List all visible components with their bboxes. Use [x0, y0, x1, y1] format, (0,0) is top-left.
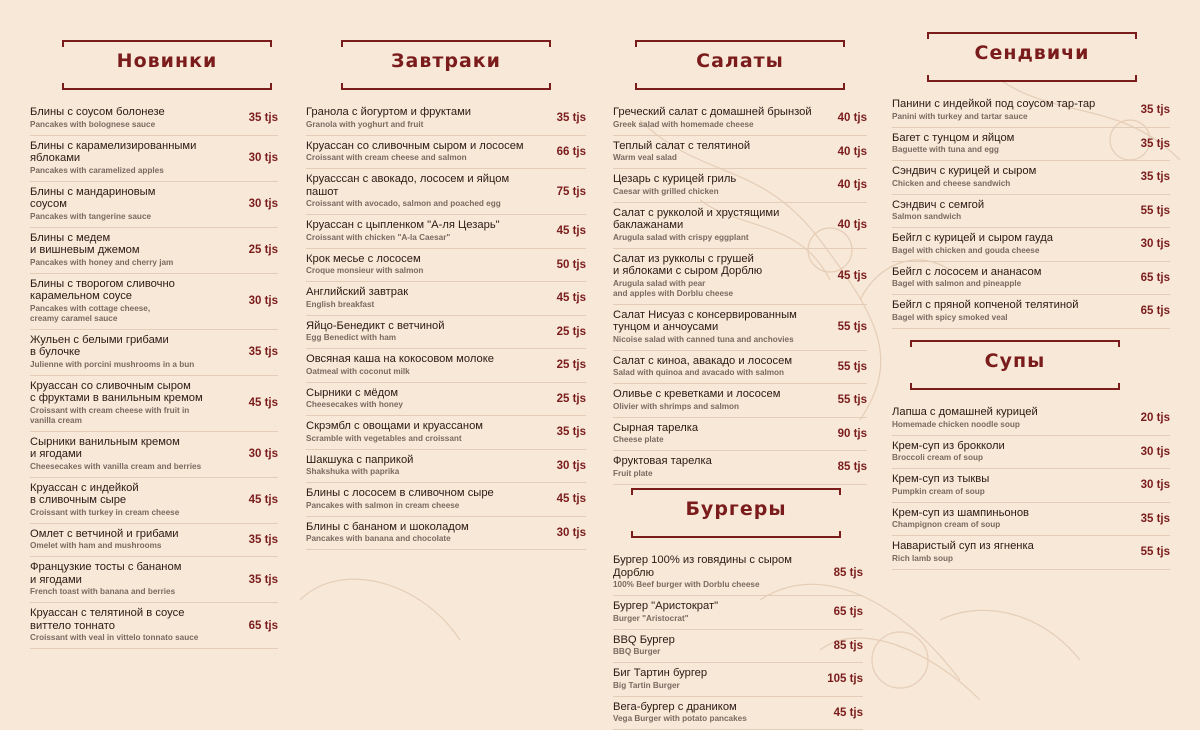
item-name-ru: Яйцо-Бенедикт с ветчиной: [306, 320, 534, 333]
item-name-ru: Салат с киноа, авакадо и лососем: [613, 355, 815, 368]
item-name-en: BBQ Burger: [613, 647, 811, 657]
item-name-ru: Крем-суп из шампиньонов: [892, 507, 1118, 520]
item-name-en: French toast with banana and berries: [30, 587, 226, 597]
item-name-en: Cheesecakes with honey: [306, 400, 534, 410]
item-name-ru: Круасссан с авокадо, лососем и яйцом пашот: [306, 173, 534, 198]
item-name-en: Warm veal salad: [613, 153, 815, 163]
menu-list: [613, 102, 867, 485]
section-salaty: [613, 40, 867, 485]
item-price: 55 tjs: [838, 321, 867, 333]
item-price: 25 tjs: [557, 326, 586, 338]
menu-list: [613, 550, 863, 730]
item-name-en: Bagel with chicken and gouda cheese: [892, 246, 1118, 256]
item-price: 65 tjs: [249, 620, 278, 632]
menu-item: [306, 316, 586, 350]
item-price: 35 tjs: [249, 574, 278, 586]
item-name-ru: Круассан со сливочным сыром с фруктами в ванильным кремом: [30, 380, 226, 405]
menu-item: [892, 536, 1170, 570]
item-name-en: Champignon cream of soup: [892, 520, 1118, 530]
item-name-en: Croissant with veal in vittelo tonnato sauce: [30, 633, 226, 643]
item-name-en: Croissant with cream cheese and salmon: [306, 153, 534, 163]
section-title: Новинки: [62, 50, 272, 72]
menu-item: [613, 418, 867, 452]
menu-item: [306, 136, 586, 170]
item-name-ru: Салат Нисуаз с консервированным тунцом и анчоусами: [613, 309, 815, 334]
menu-item: [306, 416, 586, 450]
section-supy: [892, 340, 1170, 570]
item-name-ru: Французкие тосты с бананом и ягодами: [30, 561, 226, 586]
item-name-en: Pancakes with caramelized apples: [30, 166, 226, 176]
item-name-ru: Салат из рукколы с грушей и яблоками с сыром Дорблю: [613, 253, 815, 278]
menu-item: [892, 436, 1170, 470]
item-name-en: Bagel with spicy smoked veal: [892, 313, 1118, 323]
item-name-en: Julienne with porcini mushrooms in a bun: [30, 360, 226, 370]
menu-item: [613, 697, 863, 730]
item-name-ru: Круассан с цыпленком "А-ля Цезарь": [306, 219, 534, 232]
item-price: 35 tjs: [1141, 104, 1170, 116]
item-price: 30 tjs: [249, 198, 278, 210]
menu-item: [613, 102, 867, 136]
item-price: 35 tjs: [1141, 513, 1170, 525]
item-name-ru: Бейгл с курицей и сыром гауда: [892, 232, 1118, 245]
item-name-en: Pumpkin cream of soup: [892, 487, 1118, 497]
item-price: 45 tjs: [838, 270, 867, 282]
item-name-ru: Фруктовая тарелка: [613, 455, 815, 468]
item-name-ru: Блины с лососем в сливочном сыре: [306, 487, 534, 500]
item-price: 35 tjs: [249, 346, 278, 358]
item-name-ru: Бургер "Аристократ": [613, 600, 811, 613]
menu-item: [892, 128, 1170, 162]
menu-item: [306, 102, 586, 136]
item-name-ru: Шакшука с паприкой: [306, 454, 534, 467]
section-title: Завтраки: [341, 50, 551, 72]
item-name-en: Pancakes with salmon in cream cheese: [306, 501, 534, 511]
item-name-en: Arugula salad with crispy eggplant: [613, 233, 815, 243]
menu-item: [613, 305, 867, 351]
menu-item: [306, 282, 586, 316]
section-title: Супы: [910, 350, 1120, 372]
menu-item: [613, 136, 867, 170]
item-name-en: Pancakes with bolognese sauce: [30, 120, 226, 130]
menu-item: [892, 469, 1170, 503]
item-name-ru: Вега-бургер с драником: [613, 701, 811, 714]
item-price: 30 tjs: [557, 527, 586, 539]
item-name-ru: Бейгл с пряной копченой телятиной: [892, 299, 1118, 312]
item-name-ru: Крем-суп из тыквы: [892, 473, 1118, 486]
item-name-ru: Цезарь с курицей гриль: [613, 173, 815, 186]
menu-item: [306, 349, 586, 383]
menu-item: [613, 663, 863, 697]
menu-item: [30, 603, 278, 649]
item-name-ru: Блины с соусом болонезе: [30, 106, 226, 119]
item-name-en: Salmon sandwich: [892, 212, 1118, 222]
item-name-en: Greek salad with homemade cheese: [613, 120, 815, 130]
item-price: 25 tjs: [249, 244, 278, 256]
item-price: 35 tjs: [557, 112, 586, 124]
item-price: 50 tjs: [557, 259, 586, 271]
menu-item: [892, 262, 1170, 296]
item-name-ru: Наваристый суп из ягненка: [892, 540, 1118, 553]
item-price: 25 tjs: [557, 393, 586, 405]
menu-item: [892, 94, 1170, 128]
item-name-ru: Греческий салат с домашней брынзой: [613, 106, 815, 119]
item-price: 45 tjs: [834, 707, 863, 719]
item-name-ru: Блины с карамелизированными яблоками: [30, 140, 226, 165]
item-price: 35 tjs: [557, 426, 586, 438]
item-price: 66 tjs: [557, 146, 586, 158]
item-price: 55 tjs: [1141, 205, 1170, 217]
item-price: 40 tjs: [838, 146, 867, 158]
menu-item: [306, 383, 586, 417]
menu-item: [30, 102, 278, 136]
item-name-en: Fruit plate: [613, 469, 815, 479]
menu-item: [892, 402, 1170, 436]
item-name-en: Omelet with ham and mushrooms: [30, 541, 226, 551]
item-price: 85 tjs: [834, 567, 863, 579]
item-name-ru: Блины с творогом сливочно карамельном соусе: [30, 278, 226, 303]
menu-list: [892, 402, 1170, 570]
menu-item: [613, 550, 863, 596]
item-name-ru: Гранола с йогуртом и фруктами: [306, 106, 534, 119]
item-name-en: Olivier with shrimps and salmon: [613, 402, 815, 412]
item-price: 45 tjs: [557, 292, 586, 304]
item-name-ru: Сэндвич с курицей и сыром: [892, 165, 1118, 178]
item-price: 30 tjs: [249, 295, 278, 307]
item-price: 25 tjs: [557, 359, 586, 371]
item-name-ru: Бейгл с лососем и ананасом: [892, 266, 1118, 279]
item-price: 85 tjs: [838, 461, 867, 473]
item-price: 30 tjs: [1141, 446, 1170, 458]
item-name-ru: Сэндвич с семгой: [892, 199, 1118, 212]
menu-item: [306, 249, 586, 283]
item-price: 35 tjs: [1141, 138, 1170, 150]
menu-item: [892, 228, 1170, 262]
menu-list: [30, 102, 278, 649]
item-name-ru: Круассан с телятиной в соусе виттело тоннато: [30, 607, 226, 632]
item-name-en: Croissant with chicken "A-la Caesar": [306, 233, 534, 243]
item-price: 35 tjs: [249, 112, 278, 124]
item-name-ru: Скрэмбл с овощами и круассаном: [306, 420, 534, 433]
menu-item: [613, 384, 867, 418]
item-price: 90 tjs: [838, 428, 867, 440]
item-name-en: Croque monsieur with salmon: [306, 266, 534, 276]
item-name-ru: Сырники с мёдом: [306, 387, 534, 400]
item-name-en: Croissant with cream cheese with fruit in vanilla cream: [30, 406, 226, 426]
section-header: [631, 488, 841, 538]
item-name-en: Croissant with turkey in cream cheese: [30, 508, 226, 518]
item-name-en: Egg Benedict with ham: [306, 333, 534, 343]
item-name-en: Rich lamb soup: [892, 554, 1118, 564]
item-name-en: Baguette with tuna and egg: [892, 145, 1118, 155]
item-name-ru: Блины с медем и вишневым джемом: [30, 232, 226, 257]
item-price: 35 tjs: [1141, 171, 1170, 183]
item-name-ru: Английский завтрак: [306, 286, 534, 299]
item-name-ru: Жульен с белыми грибами в булочке: [30, 334, 226, 359]
section-title: Сендвичи: [927, 42, 1137, 64]
item-name-ru: Оливье с креветками и лососем: [613, 388, 815, 401]
item-name-ru: BBQ Бургер: [613, 634, 811, 647]
section-header: [635, 40, 845, 90]
section-title: Бургеры: [631, 498, 841, 520]
item-name-ru: Панини с индейкой под соусом тар-тар: [892, 98, 1118, 111]
item-name-en: Vega Burger with potato pancakes: [613, 714, 811, 724]
menu-item: [892, 195, 1170, 229]
menu-item: [306, 450, 586, 484]
item-name-en: Oatmeal with coconut milk: [306, 367, 534, 377]
item-name-en: Cheese plate: [613, 435, 815, 445]
section-header: [927, 32, 1137, 82]
item-name-en: Burger "Aristocrat": [613, 614, 811, 624]
item-price: 30 tjs: [249, 152, 278, 164]
item-price: 45 tjs: [557, 493, 586, 505]
item-name-en: Big Tartin Burger: [613, 681, 811, 691]
item-price: 45 tjs: [557, 225, 586, 237]
item-price: 55 tjs: [838, 394, 867, 406]
item-name-en: Caesar with grilled chicken: [613, 187, 815, 197]
item-price: 40 tjs: [838, 112, 867, 124]
menu-list: [306, 102, 586, 550]
item-price: 75 tjs: [557, 186, 586, 198]
item-name-en: Granola with yoghurt and fruit: [306, 120, 534, 130]
menu-item: [30, 274, 278, 330]
item-price: 20 tjs: [1141, 412, 1170, 424]
menu-item: [30, 478, 278, 524]
item-price: 85 tjs: [834, 640, 863, 652]
item-name-en: Pancakes with tangerine sauce: [30, 212, 226, 222]
item-price: 55 tjs: [838, 361, 867, 373]
menu-item: [613, 203, 867, 249]
item-name-ru: Салат с рукколой и хрустящими баклажанами: [613, 207, 815, 232]
section-burgery: [613, 488, 863, 730]
item-price: 30 tjs: [1141, 238, 1170, 250]
item-name-ru: Теплый салат с телятиной: [613, 140, 815, 153]
section-novinki: [30, 40, 278, 649]
menu-item: [613, 249, 867, 305]
section-header: [62, 40, 272, 90]
item-name-en: Chicken and cheese sandwich: [892, 179, 1118, 189]
menu-item: [30, 330, 278, 376]
item-name-ru: Круассан со сливочным сыром и лососем: [306, 140, 534, 153]
item-name-ru: Крок месье с лососем: [306, 253, 534, 266]
section-sendvichi: [892, 32, 1170, 329]
item-name-en: Pancakes with honey and cherry jam: [30, 258, 226, 268]
item-price: 65 tjs: [834, 606, 863, 618]
item-name-en: Scramble with vegetables and croissant: [306, 434, 534, 444]
item-name-en: Nicoise salad with canned tuna and anchovies: [613, 335, 815, 345]
item-name-en: English breakfast: [306, 300, 534, 310]
menu-item: [30, 432, 278, 478]
item-name-ru: Блины с мандариновым соусом: [30, 186, 226, 211]
item-price: 65 tjs: [1141, 272, 1170, 284]
menu-item: [30, 228, 278, 274]
menu-item: [30, 182, 278, 228]
menu-list: [892, 94, 1170, 329]
item-name-ru: Лапша с домашней курицей: [892, 406, 1118, 419]
item-price: 30 tjs: [557, 460, 586, 472]
menu-item: [306, 483, 586, 517]
item-price: 40 tjs: [838, 179, 867, 191]
menu-item: [30, 557, 278, 603]
item-name-en: Salad with quinoa and avacado with salmon: [613, 368, 815, 378]
item-name-ru: Крем-суп из брокколи: [892, 440, 1118, 453]
item-price: 55 tjs: [1141, 546, 1170, 558]
item-name-ru: Круассан с индейкой в сливочным сыре: [30, 482, 226, 507]
item-price: 65 tjs: [1141, 305, 1170, 317]
section-header: [910, 340, 1120, 390]
item-price: 45 tjs: [249, 397, 278, 409]
menu-item: [613, 451, 867, 485]
menu-item: [892, 295, 1170, 329]
item-name-en: Pancakes with banana and chocolate: [306, 534, 534, 544]
item-price: 105 tjs: [827, 673, 863, 685]
item-name-ru: Багет с тунцом и яйцом: [892, 132, 1118, 145]
menu-item: [892, 503, 1170, 537]
item-name-en: 100% Beef burger with Dorblu cheese: [613, 580, 811, 590]
item-price: 45 tjs: [249, 494, 278, 506]
item-name-en: Croissant with avocado, salmon and poached egg: [306, 199, 534, 209]
menu-item: [30, 136, 278, 182]
item-price: 30 tjs: [249, 448, 278, 460]
item-price: 40 tjs: [838, 219, 867, 231]
menu-item: [306, 517, 586, 551]
item-name-ru: Биг Тартин бургер: [613, 667, 811, 680]
section-header: [341, 40, 551, 90]
item-name-ru: Сырники ванильным кремом и ягодами: [30, 436, 226, 461]
item-name-en: Cheesecakes with vanilla cream and berries: [30, 462, 226, 472]
item-name-en: Bagel with salmon and pineapple: [892, 279, 1118, 289]
section-zavtraki: [306, 40, 586, 550]
item-name-en: Pancakes with cottage cheese, creamy caramel sauce: [30, 304, 226, 324]
menu-item: [306, 215, 586, 249]
menu-item: [30, 524, 278, 558]
item-price: 35 tjs: [249, 534, 278, 546]
item-name-en: Arugula salad with pear and apples with Dorblu cheese: [613, 279, 815, 299]
item-name-en: Broccoli cream of soup: [892, 453, 1118, 463]
item-name-ru: Бургер 100% из говядины с сыром Дорблю: [613, 554, 811, 579]
section-title: Салаты: [635, 50, 845, 72]
menu-item: [306, 169, 586, 215]
item-name-en: Shakshuka with paprika: [306, 467, 534, 477]
item-name-ru: Блины с бананом и шоколадом: [306, 521, 534, 534]
item-name-ru: Омлет с ветчиной и грибами: [30, 528, 226, 541]
menu-item: [30, 376, 278, 432]
menu-item: [613, 630, 863, 664]
menu-item: [613, 351, 867, 385]
item-name-en: Panini with turkey and tartar sauce: [892, 112, 1118, 122]
item-name-ru: Сырная тарелка: [613, 422, 815, 435]
menu-item: [613, 169, 867, 203]
item-name-en: Homemade chicken noodle soup: [892, 420, 1118, 430]
menu-item: [892, 161, 1170, 195]
item-name-ru: Овсяная каша на кокосовом молоке: [306, 353, 534, 366]
item-price: 30 tjs: [1141, 479, 1170, 491]
menu-item: [613, 596, 863, 630]
